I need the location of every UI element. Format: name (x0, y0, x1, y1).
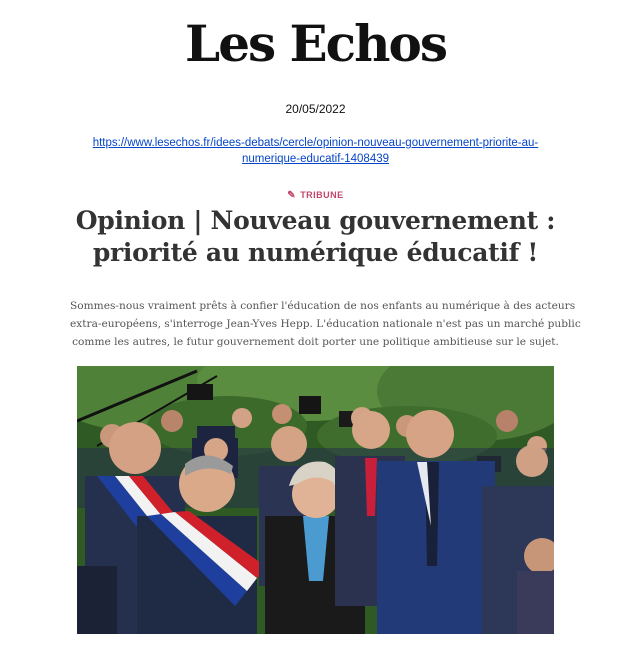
feather-icon: ✎ (287, 190, 297, 201)
article-date: 20/05/2022 (285, 102, 346, 116)
les-echos-logo: Les Echos (185, 14, 446, 73)
article-title-line: priorité au numérique éducatif ! (92, 238, 539, 267)
article-url-link[interactable] (70, 135, 561, 167)
article-title-line: Opinion | Nouveau gouvernement : (75, 206, 556, 235)
article-photo-illustration (77, 366, 554, 634)
category-tag[interactable] (0, 190, 631, 201)
category-label: TRIBUNE (300, 190, 344, 200)
article-title (40, 205, 591, 269)
article-url-line[interactable]: https://www.lesechos.fr/idees-debats/cercle/opinion-nouveau-gouvernement-priorite-au- (92, 137, 539, 149)
article-url-line[interactable]: numerique-educatif-1408439 (241, 153, 390, 165)
article-lead-line: comme les autres, le futur gouvernement doit porter une politique ambitieuse sur le sujet. (72, 336, 559, 348)
article-lead-line: extra-européens, s'interroge Jean-Yves Hepp. L'éducation nationale n'est pas un marché public (70, 318, 581, 330)
article-lead (70, 297, 581, 351)
article-lead-line: Sommes-nous vraiment prêts à confier l'éducation de nos enfants au numérique à des acteurs (70, 300, 576, 312)
article-photo (77, 366, 554, 634)
